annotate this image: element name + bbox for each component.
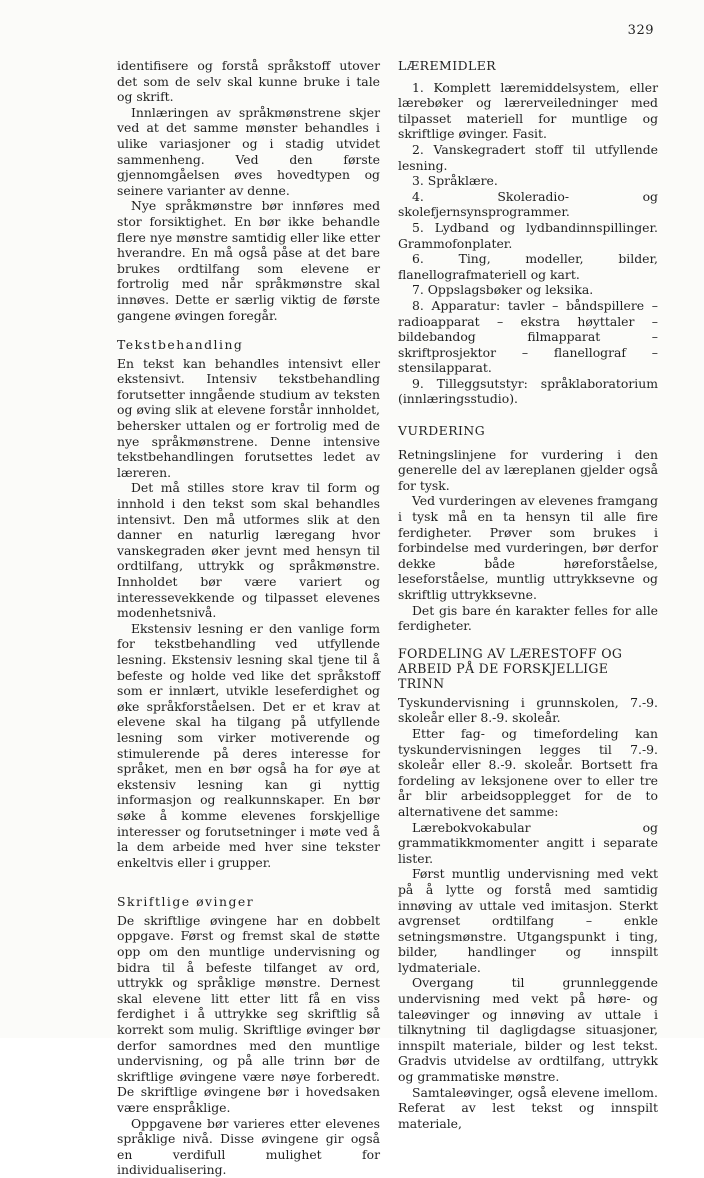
list-item: 1. Komplett læremiddelsystem, eller lærebøker og lærerveiledninger med tilpasset materiell for muntlige og skriftlige øvinger. Fasit. (398, 79, 658, 142)
list-item: 6. Ting, modeller, bilder, flanellografmateriell og kart. (398, 251, 658, 282)
paragraph: Lærebokvokabular og grammatikkmomenter angitt i separate lister. (398, 819, 658, 866)
paragraph: En tekst kan behandles intensivt eller ekstensivt. Intensiv tekstbehandling forutsetter inngående studium av teksten og øving slik at elevene forstår innholdet, behersker uttalen og er fortrolig med de nye språkmønstrene. Denne intensive tekstbehandlingen forutsettes ledet av læreren. (117, 355, 380, 480)
heading-line: TRINN (398, 675, 445, 691)
section-heading-fordeling (398, 646, 658, 691)
paragraph: Det gis bare én karakter felles for alle ferdigheter. (398, 602, 658, 634)
section-heading-laeremidler: LÆREMIDLER (398, 58, 497, 73)
paragraph: Retningslinjene for vurdering i den generelle del av læreplanen gjelder også for tysk. (398, 446, 658, 493)
list-item: 9. Tilleggsutstyr: språklaboratorium (innlæringsstudio). (398, 375, 658, 407)
section-heading-skriftlige-ovinger: Skriftlige øvinger (117, 894, 255, 910)
paragraph: identifisere og forstå språkstoff utover det som de selv skal kunne bruke i tale og skrift. (117, 58, 380, 105)
page-number: 329 (627, 23, 654, 38)
paragraph: Overgang til grunnleggende undervisning med vekt på høre- og taleøvinger og innøving av uttale i tilknytning til dagligdagse situasjoner, innspilt materiale, bilder og lest tekst. Gradvis utvidelse av ordtilfang, uttrykk og grammatiske mønstre. (398, 975, 658, 1085)
paragraph: Først muntlig undervisning med vekt på å lytte og forstå med samtidig innøving av uttale ved imitasjon. Sterkt avgrenset ordtilfang – enkle setningsmønstre. Utgangspunkt i ting, bilder, handlinger og innspilt lydmateriale. (398, 866, 658, 975)
paragraph: Etter fag- og timefordeling kan tyskundervisningen legges til 7.-9. skoleår eller 8.-9. skoleår. Bortsett fra fordeling av leksjonene over to eller tre år blir arbeidsopplegget for de to alternativene det samme: (398, 725, 658, 819)
left-column (117, 58, 380, 1178)
list-item: 4. Skoleradio- og skolefjernsynsprogrammer. (398, 188, 658, 220)
heading-line: ARBEID PÅ DE FORSKJELLIGE (398, 660, 609, 676)
list-item: 3. Språklære. (412, 173, 498, 189)
paragraph: De skriftlige øvingene har en dobbelt oppgave. Først og fremst skal de støtte opp om den muntlige undervisning og bidra til å befeste tilfanget av ord, uttrykk og språklige mønstre. Dernest skal elevene litt etter litt få en viss ferdighet i å uttrykke seg skriftlig så korrekt som mulig. Skriftlige øvinger bør derfor samordnes med den muntlige undervisning, og på alle trinn bør de skriftlige øvingene være nøye forberedt. De skriftlige øvingene bør i hovedsaken være enspråklige. (117, 912, 380, 1115)
paragraph: Innlæringen av språkmønstrene skjer ved at det samme mønster behandles i ulike variasjoner og i stadig utvidet sammenheng. Ved den første gjennomgåelsen øves hovedtypen og seinere varianter av denne. (117, 104, 380, 198)
list-item: 2. Vanskegradert stoff til utfyllende lesning. (398, 141, 658, 173)
right-column (398, 58, 658, 1131)
paragraph: Det må stilles store krav til form og innhold i den tekst som skal behandles intensivt. Den må utformes slik at den danner en naturlig læregang hvor vanskegraden øker jevnt med hensyn til ordtilfang, uttrykk og språkmønstre. Innholdet bør være variert og interessevekkende og tilpasset elevenes modenhetsnivå. (117, 480, 380, 621)
list-item: 7. Oppslagsbøker og leksika. (412, 282, 594, 298)
paragraph: Ved vurderingen av elevenes framgang i tysk må en ta hensyn til alle fire ferdigheter. Prøver som brukes i forbindelse med vurderingen, bør derfor dekke både høreforståelse, leseforståelse, muntlig uttrykksevne og skriftlig uttrykksevne. (398, 493, 659, 602)
paragraph: Ekstensiv lesning er den vanlige form for tekstbehandling ved utfyllende lesning. Ekstensiv lesning skal tjene til å befeste og holde ved like det språkstoff som er innlært, utvikle leseferdighet og øke språkforståelsen. Det er et krav at elevene skal ha tilgang på utfyllende lesning som virker motiverende og stimulerende på deres interesse for språket, men en bør også ha for øye at ekstensiv lesning kan gi nyttig informasjon og realkunnskaper. En bør søke å komme elevenes forskjellige interesser og forutsetninger i møte ved å la dem arbeide med hver sine tekster enkeltvis eller i grupper. (117, 620, 380, 870)
section-heading-tekstbehandling: Tekstbehandling (117, 337, 244, 353)
list-item: 5. Lydband og lydbandinnspillinger. Grammofonplater. (398, 219, 658, 251)
paragraph: Tyskundervisning i grunnskolen, 7.-9. skoleår eller 8.-9. skoleår. (398, 694, 658, 726)
section-heading-vurdering: VURDERING (398, 423, 486, 439)
paragraph: Oppgavene bør varieres etter elevenes språklige nivå. Disse øvingene gir også en verdifull mulighet for individualisering. (117, 1115, 380, 1178)
paragraph: Nye språkmønstre bør innføres med stor forsiktighet. En bør ikke behandle flere nye mønstre samtidig eller like etter hverandre. En må også påse at det bare brukes ordtilfang som elevene er fortrolig med når språkmønstre skal innøves. Dette er særlig viktig de første gangene øvingen foregår. (117, 198, 380, 323)
list-item: 8. Apparatur: tavler – båndspillere – radioapparat – ekstra høyttaler – bildebandog filmapparat – skriftprosjektor – flanellograf – stensilapparat. (398, 297, 658, 376)
heading-line: FORDELING AV LÆRESTOFF OG (398, 645, 623, 661)
paragraph: Samtaleøvinger, også elevene imellom. Referat av lest tekst og innspilt materiale, (398, 1084, 658, 1131)
